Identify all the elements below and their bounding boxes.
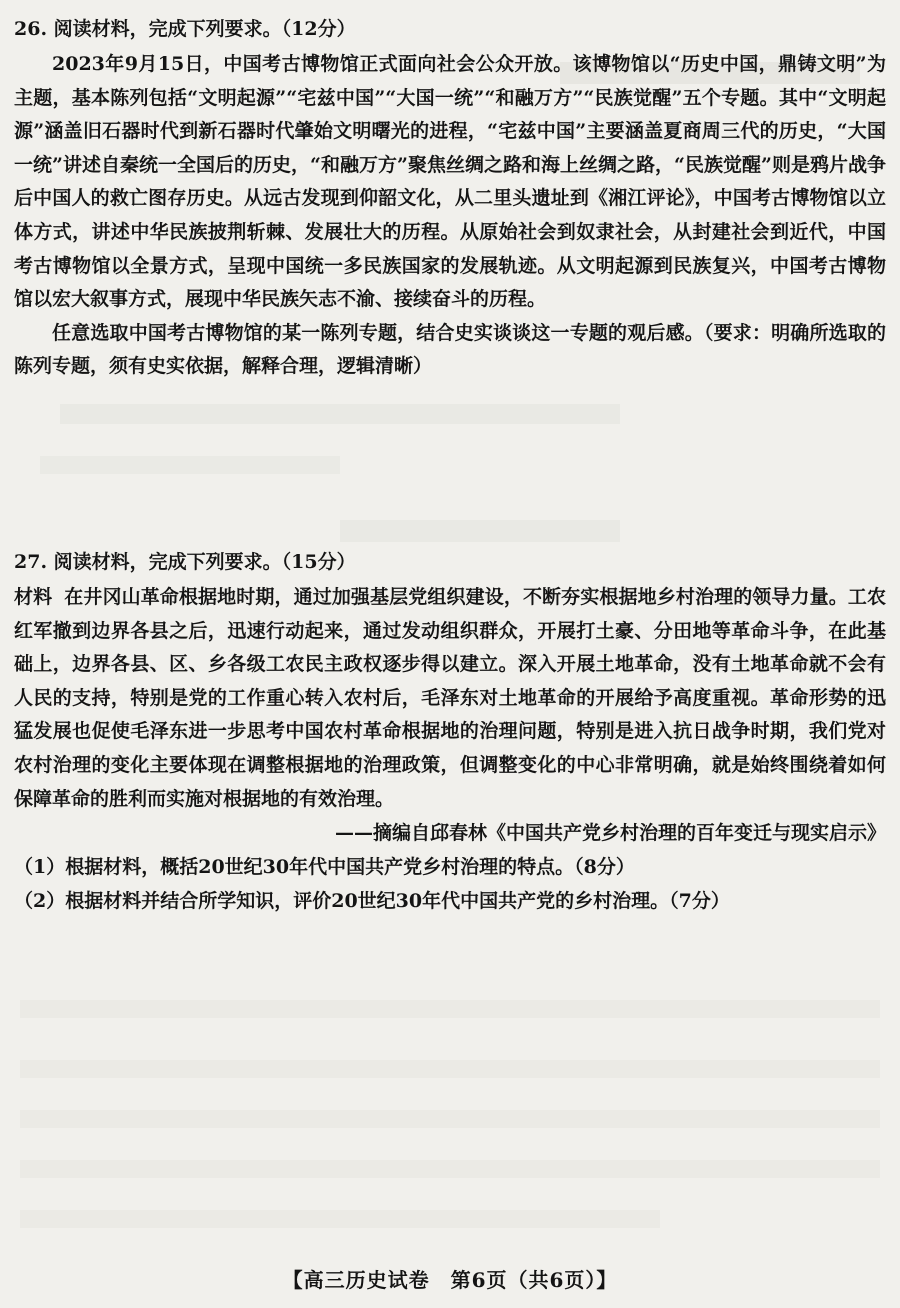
question-26-prompt: 任意选取中国考古博物馆的某一陈列专题，结合史实谈谈这一专题的观后感。（要求：明确所选取的陈列专题，须有史实依据，解释合理，逻辑清晰） bbox=[14, 321, 886, 378]
question-27-header: 27. 阅读材料，完成下列要求。（15分） bbox=[14, 551, 356, 573]
question-27-material bbox=[14, 581, 886, 816]
bleed-through-mark bbox=[60, 404, 620, 424]
bleed-through-mark bbox=[40, 456, 340, 474]
material-text: 在井冈山革命根据地时期，通过加强基层党组织建设，不断夯实根据地乡村治理的领导力量。工农红军撤到边界各县之后，迅速行动起来，通过发动组织群众，开展打土豪、分田地等革命斗争，在此基础上，边界各县、区、乡各级工农民主政权逐步得以建立。深入开展土地革命，没有土地革命就不会有人民的支持，特别是党的工作重心转入农村后，毛泽东对土地革命的开展给予高度重视。革命形势的迅猛发展也促使毛泽东进一步思考中国农村革命根据地的治理问题，特别是进入抗日战争时期，我们党对农村治理的变化主要体现在调整根据地的治理政策，但调整变化的中心非常明确，就是始终围绕着如何保障革命的胜利而实施对根据地的有效治理。 bbox=[14, 586, 886, 810]
question-26-material: 2023年9月15日，中国考古博物馆正式面向社会公众开放。该博物馆以“历史中国，鼎铸文明”为主题，基本陈列包括“文明起源”“宅兹中国”“大国一统”“和融万方”“民族觉醒”五个专题。其中“文明起源”涵盖旧石器时代到新石器时代肇始文明曙光的进程，“宅兹中国”主要涵盖夏商周三代的历史，“大国一统”讲述自秦统一全国后的历史，“和融万方”聚焦丝绸之路和海上丝绸之路，“民族觉醒”则是鸦片战争后中国人的救亡图存历史。从远古发现到仰韶文化，从二里头遗址到《湘江评论》，中国考古博物馆以立体方式，讲述中华民族披荆斩棘、发展壮大的历程。从原始社会到奴隶社会，从封建社会到近代，中国考古博物馆以全景方式，呈现中国统一多民族国家的发展轨迹。从文明起源到民族复兴，中国考古博物馆以宏大叙事方式，展现中华民族矢志不渝、接续奋斗的历程。 bbox=[14, 53, 886, 311]
question-26-header: 26. 阅读材料，完成下列要求。（12分） bbox=[14, 18, 356, 40]
bleed-through-mark bbox=[20, 1060, 880, 1078]
question-26 bbox=[14, 14, 886, 384]
material-label: 材料 bbox=[14, 586, 53, 608]
bleed-through-mark bbox=[20, 1000, 880, 1018]
bleed-through-mark bbox=[20, 1110, 880, 1128]
sub-question-1: （1）根据材料，概括20世纪30年代中国共产党乡村治理的特点。（8分） bbox=[14, 856, 635, 879]
bleed-through-mark bbox=[20, 1160, 880, 1178]
question-27 bbox=[14, 547, 886, 918]
material-source: ——摘编自邱春林《中国共产党乡村治理的百年变迁与现实启示》 bbox=[334, 822, 886, 845]
sub-question-2: （2）根据材料并结合所学知识，评价20世纪30年代中国共产党的乡村治理。（7分） bbox=[14, 890, 730, 913]
page-footer: 【高三历史试卷 第6页（共6页）】 bbox=[282, 1268, 618, 1292]
bleed-through-mark bbox=[340, 520, 620, 542]
bleed-through-mark bbox=[20, 1210, 660, 1228]
